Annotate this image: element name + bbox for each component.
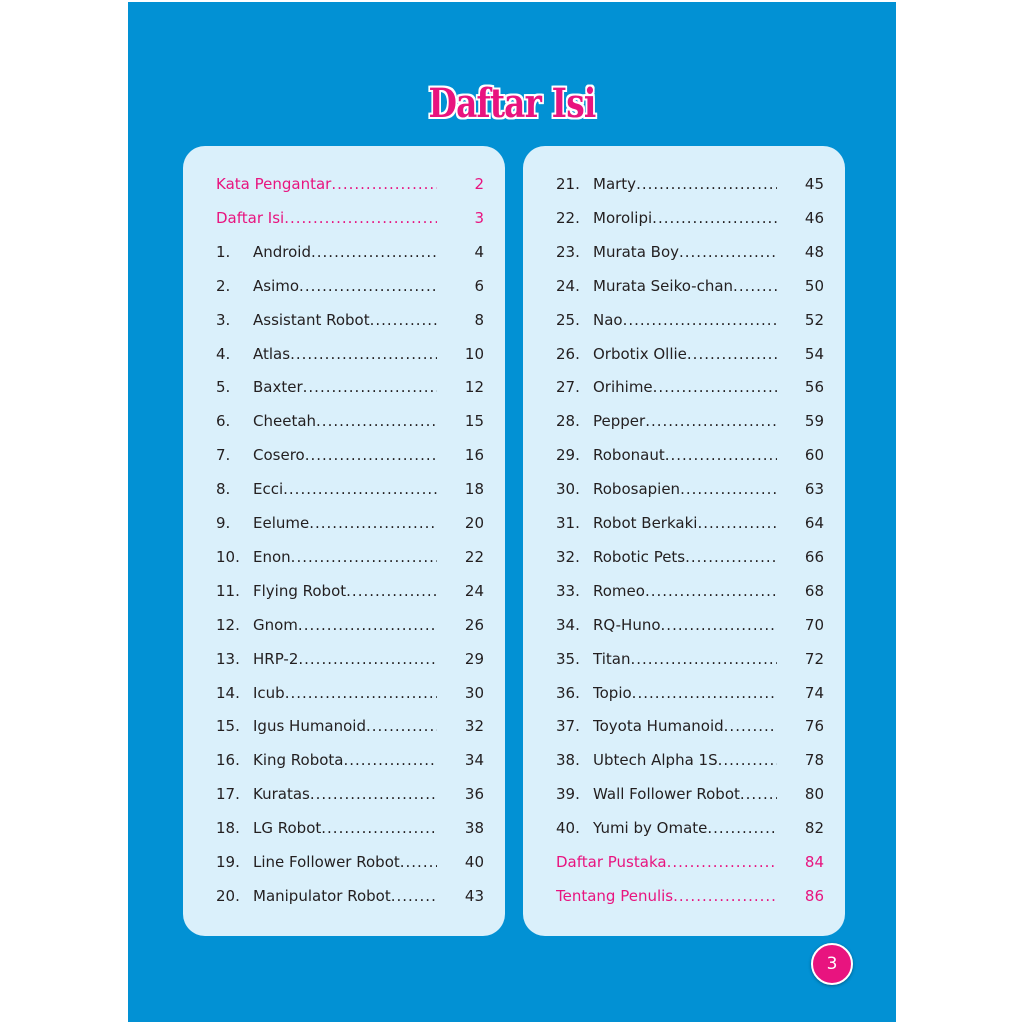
toc-entry-title-text: Kuratas <box>253 785 310 804</box>
book-page <box>128 2 896 1022</box>
toc-entry-number: 36. <box>556 683 580 702</box>
toc-entry-page: 76 <box>804 717 824 736</box>
toc-entry-number: 3. <box>216 310 231 329</box>
toc-entry-title-text: Igus Humanoid <box>253 717 366 736</box>
toc-entry <box>556 308 826 332</box>
toc-panel-left <box>183 146 505 936</box>
toc-entry-title <box>593 274 777 298</box>
toc-entry-title-text: Ecci <box>253 480 284 499</box>
toc-entry-page: 15 <box>464 412 484 431</box>
toc-entry-title <box>253 647 437 671</box>
toc-entry-title <box>216 206 437 230</box>
toc-entry-number: 25. <box>556 310 580 329</box>
toc-entry-page: 2 <box>474 175 484 193</box>
toc-entry-page: 52 <box>804 310 824 329</box>
toc-entry-title-text: Kata Pengantar <box>216 175 332 193</box>
toc-entry-title-text: Nao <box>593 310 623 329</box>
toc-entry-title <box>593 477 777 501</box>
toc-entry-number: 16. <box>216 751 240 770</box>
toc-entry <box>556 748 826 772</box>
toc-entry-page: 3 <box>474 208 484 227</box>
toc-entry-title-text: Eelume <box>253 514 310 532</box>
toc-entry-title-text: Icub <box>253 683 285 702</box>
toc-entry <box>556 579 826 603</box>
toc-entry-title <box>593 816 777 840</box>
toc-entry-title <box>253 681 437 705</box>
toc-entry-title-text: Titan <box>593 649 631 668</box>
toc-entry-number: 14. <box>216 683 240 702</box>
toc-entry-number: 18. <box>216 819 240 838</box>
toc-entry-title-text: Atlas <box>253 344 291 363</box>
toc-entry <box>216 172 486 196</box>
toc-entry-number: 23. <box>556 242 580 261</box>
toc-entry-title-text: Assistant Robot <box>253 310 370 329</box>
toc-entry <box>216 681 486 705</box>
page-title: Daftar Isi <box>428 80 596 127</box>
toc-entry-page: 46 <box>804 208 824 227</box>
toc-entry-page: 6 <box>474 276 484 295</box>
toc-entry-title-text: Murata Seiko-chan <box>593 276 734 295</box>
toc-entry-title <box>253 782 437 806</box>
toc-entry <box>556 172 826 196</box>
toc-entry-title <box>593 579 777 603</box>
toc-entry-title-text: Murata Boy <box>593 242 679 261</box>
toc-entry-page: 29 <box>464 649 484 668</box>
toc-entry-page: 54 <box>804 344 824 363</box>
toc-entry-title-text: Topio <box>593 683 632 702</box>
toc-entry-title-text: Orihime <box>593 378 653 397</box>
toc-entry-page: 66 <box>804 547 824 566</box>
toc-entry <box>556 375 826 399</box>
toc-entry-number: 13. <box>216 649 240 668</box>
toc-entry-number: 6. <box>216 412 231 431</box>
toc-entry-title-text: RQ-Huno <box>593 615 661 634</box>
toc-entry <box>556 511 826 535</box>
toc-entry-page: 72 <box>804 649 824 668</box>
toc-entry <box>556 477 826 501</box>
toc-entry <box>216 613 486 637</box>
toc-entry-number: 22. <box>556 208 580 227</box>
toc-entry-number: 17. <box>216 785 240 804</box>
toc-entry <box>216 477 486 501</box>
toc-entry-number: 30. <box>556 480 580 499</box>
toc-entry-number: 38. <box>556 751 580 770</box>
toc-entry <box>216 206 486 230</box>
toc-entry-title-text: Toyota Humanoid <box>593 717 724 736</box>
toc-entry-title-text: Robot Berkaki <box>593 514 698 532</box>
toc-entry <box>216 884 486 908</box>
toc-entry-title <box>593 545 777 569</box>
toc-entry-title-text: Line Follower Robot <box>253 853 400 871</box>
toc-entry <box>556 681 826 705</box>
toc-entry <box>556 850 826 874</box>
toc-entry-title <box>253 613 437 637</box>
toc-entry-number: 11. <box>216 581 240 600</box>
toc-entry <box>556 782 826 806</box>
toc-entry-title <box>556 884 777 908</box>
toc-entry-number: 26. <box>556 344 580 363</box>
toc-entry-title <box>253 884 437 908</box>
toc-entry <box>556 647 826 671</box>
toc-entry-page: 8 <box>474 310 484 329</box>
toc-entry-title <box>253 409 437 433</box>
toc-entry-title-text: Orbotix Ollie <box>593 344 687 363</box>
toc-entry-page: 45 <box>804 175 824 193</box>
toc-entry <box>216 748 486 772</box>
toc-entry <box>216 274 486 298</box>
toc-entry-title <box>253 545 437 569</box>
toc-entry-page: 48 <box>804 242 824 261</box>
toc-entry-page: 78 <box>804 751 824 770</box>
toc-entry-page: 12 <box>464 378 484 397</box>
toc-entry-number: 21. <box>556 175 580 193</box>
toc-entry-number: 15. <box>216 717 240 736</box>
toc-entry-page: 86 <box>804 886 824 905</box>
toc-entry-number: 8. <box>216 480 231 499</box>
toc-entry-number: 10. <box>216 547 240 566</box>
toc-entry <box>556 613 826 637</box>
toc-entry <box>556 443 826 467</box>
toc-entry-number: 32. <box>556 547 580 566</box>
toc-entry-title <box>593 681 777 705</box>
toc-entry-title <box>253 477 437 501</box>
toc-entry-title-text: Android <box>253 242 311 261</box>
toc-entry-title <box>593 240 777 264</box>
toc-entry <box>216 782 486 806</box>
toc-entry <box>216 240 486 264</box>
toc-entry-title <box>593 647 777 671</box>
toc-entry-number: 29. <box>556 446 580 465</box>
toc-entry-number: 31. <box>556 514 580 532</box>
toc-entry-number: 40. <box>556 819 580 838</box>
toc-entry-title-text: Marty <box>593 175 637 193</box>
toc-entry-page: 82 <box>804 819 824 838</box>
toc-entry-title-text: Morolipi <box>593 208 653 227</box>
toc-entry-title <box>253 375 437 399</box>
toc-entry <box>216 545 486 569</box>
toc-entry-page: 63 <box>804 480 824 499</box>
toc-entry-title-text: Asimo <box>253 276 300 295</box>
toc-entry-number: 27. <box>556 378 580 397</box>
toc-entry-page: 24 <box>464 581 484 600</box>
toc-entry-title-text: Cosero <box>253 446 305 465</box>
toc-entry <box>216 308 486 332</box>
toc-entry-title-text: Enon <box>253 547 291 566</box>
toc-entry <box>556 409 826 433</box>
toc-entry-title <box>593 511 777 535</box>
toc-entry-page: 60 <box>804 446 824 465</box>
toc-entry <box>556 206 826 230</box>
toc-entry-title <box>253 274 437 298</box>
toc-entry-title-text: LG Robot <box>253 819 322 838</box>
toc-entry <box>556 816 826 840</box>
toc-entry-page: 84 <box>804 853 824 871</box>
toc-entry-title <box>556 850 777 874</box>
toc-entry-number: 24. <box>556 276 580 295</box>
toc-entry <box>556 342 826 366</box>
toc-entry-title-text: Romeo <box>593 581 645 600</box>
toc-entry-title-text: Gnom <box>253 615 298 634</box>
toc-entry-title <box>593 443 777 467</box>
toc-entry <box>556 240 826 264</box>
toc-entry-number: 35. <box>556 649 580 668</box>
toc-entry-page: 74 <box>804 683 824 702</box>
toc-entry-number: 7. <box>216 446 231 465</box>
toc-entry-page: 56 <box>804 378 824 397</box>
toc-entry-page: 40 <box>464 853 484 871</box>
toc-entry-number: 12. <box>216 615 240 634</box>
toc-entry-page: 64 <box>804 514 824 532</box>
toc-entry <box>216 816 486 840</box>
toc-entry-title <box>593 308 777 332</box>
toc-entry-title <box>253 748 437 772</box>
toc-entry-title-text: Daftar Isi <box>216 208 285 227</box>
toc-entry <box>216 714 486 738</box>
toc-entry <box>216 511 486 535</box>
toc-entry <box>216 409 486 433</box>
toc-entry-title <box>253 511 437 535</box>
toc-entry-title <box>253 850 437 874</box>
toc-entry-title <box>593 782 777 806</box>
toc-entry <box>216 579 486 603</box>
toc-entry <box>216 342 486 366</box>
toc-entry-title <box>593 409 777 433</box>
toc-entry-title <box>253 443 437 467</box>
toc-entry-title-text: Tentang Penulis <box>556 886 674 905</box>
toc-entry <box>216 375 486 399</box>
toc-entry-title-text: Robosapien <box>593 480 681 499</box>
toc-entry-title <box>593 206 777 230</box>
toc-entry-title-text: Robotic Pets <box>593 547 686 566</box>
toc-entry-title <box>593 342 777 366</box>
toc-entry-page: 36 <box>464 785 484 804</box>
toc-entry-number: 2. <box>216 276 231 295</box>
toc-entry-title-text: Pepper <box>593 412 646 431</box>
toc-entry-title <box>593 748 777 772</box>
toc-entry-page: 26 <box>464 615 484 634</box>
toc-entry-title <box>253 342 437 366</box>
toc-entry <box>556 545 826 569</box>
toc-entry-number: 33. <box>556 581 580 600</box>
toc-entry-title <box>253 240 437 264</box>
toc-entry-title <box>593 613 777 637</box>
toc-entry-number: 28. <box>556 412 580 431</box>
toc-entry-title <box>253 579 437 603</box>
toc-entry-page: 80 <box>804 785 824 804</box>
toc-entry-number: 37. <box>556 717 580 736</box>
toc-entry-page: 22 <box>464 547 484 566</box>
toc-entry-title-text: Baxter <box>253 378 303 397</box>
toc-entry-page: 30 <box>464 683 484 702</box>
page-number-badge: 3 <box>811 943 853 985</box>
toc-entry-title <box>253 308 437 332</box>
toc-entry-title-text: Ubtech Alpha 1S <box>593 751 718 770</box>
toc-entry-title-text: Robonaut <box>593 446 665 465</box>
toc-entry-number: 9. <box>216 514 231 532</box>
toc-entry-page: 59 <box>804 412 824 431</box>
toc-entry-page: 20 <box>464 514 484 532</box>
toc-entry-title <box>216 172 437 196</box>
toc-entry-page: 18 <box>464 480 484 499</box>
toc-entry-page: 4 <box>474 242 484 261</box>
toc-entry-title-text: Wall Follower Robot <box>593 785 740 804</box>
toc-entry-title <box>253 714 437 738</box>
toc-entry-page: 43 <box>464 886 484 905</box>
toc-entry-number: 5. <box>216 378 231 397</box>
toc-entry-title-text: Manipulator Robot <box>253 886 391 905</box>
toc-entry-page: 38 <box>464 819 484 838</box>
toc-entry <box>556 884 826 908</box>
toc-entry-page: 32 <box>464 717 484 736</box>
toc-entry-number: 20. <box>216 886 240 905</box>
toc-entry-title <box>593 714 777 738</box>
toc-entry-number: 4. <box>216 344 231 363</box>
toc-entry <box>556 274 826 298</box>
toc-entry-title <box>593 172 777 196</box>
toc-entry-title-text: Daftar Pustaka <box>556 853 667 871</box>
toc-entry <box>216 850 486 874</box>
toc-entry-title <box>593 375 777 399</box>
toc-entry <box>216 443 486 467</box>
toc-entry-title-text: Cheetah <box>253 412 317 431</box>
toc-entry-page: 10 <box>464 344 484 363</box>
toc-entry-number: 1. <box>216 242 231 261</box>
toc-entry-title-text: King Robota <box>253 751 344 770</box>
toc-entry-page: 16 <box>464 446 484 465</box>
toc-entry-title-text: Yumi by Omate <box>593 819 708 838</box>
toc-entry <box>556 714 826 738</box>
toc-entry-number: 39. <box>556 785 580 804</box>
toc-panel-right <box>523 146 845 936</box>
toc-entry-number: 34. <box>556 615 580 634</box>
toc-entry <box>216 647 486 671</box>
toc-entry-title <box>253 816 437 840</box>
toc-entry-page: 70 <box>804 615 824 634</box>
toc-entry-title-text: HRP-2 <box>253 649 299 668</box>
toc-entry-page: 68 <box>804 581 824 600</box>
toc-entry-number: 19. <box>216 853 240 871</box>
toc-entry-title-text: Flying Robot <box>253 581 347 600</box>
toc-entry-page: 50 <box>804 276 824 295</box>
toc-entry-page: 34 <box>464 751 484 770</box>
